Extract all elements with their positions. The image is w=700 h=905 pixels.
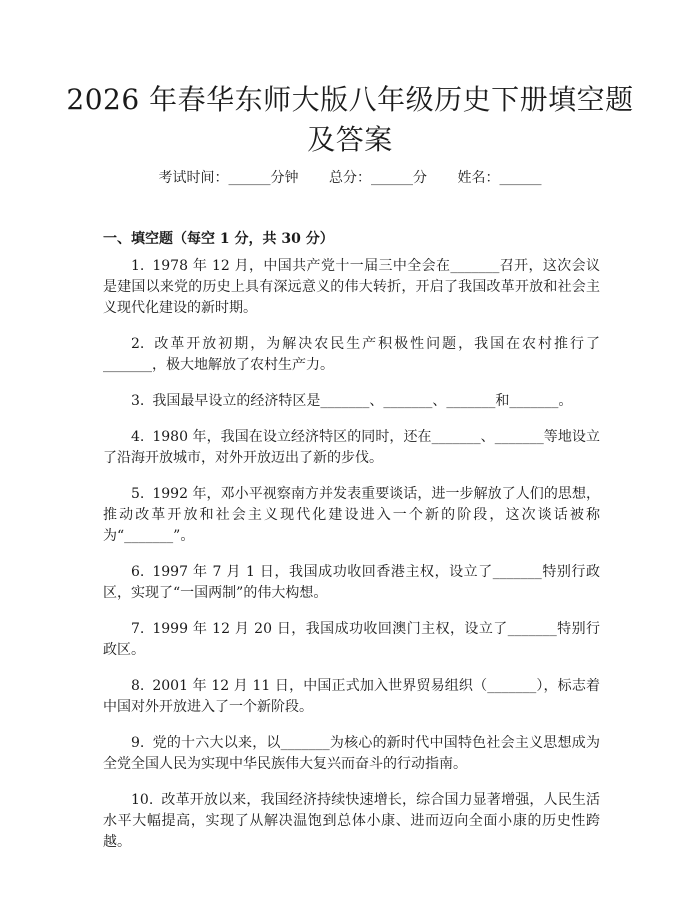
exam-time: 考试时间：______分钟 bbox=[158, 170, 299, 186]
question-item bbox=[103, 619, 600, 661]
question-number: 3. bbox=[131, 393, 145, 409]
question-number: 7. bbox=[131, 621, 145, 637]
question-item bbox=[103, 733, 600, 775]
question-list bbox=[103, 256, 600, 868]
question-text: 1997 年 7 月 1 日，我国成功收回香港主权，设立了_______特别行政区，实现了“一国两制”的伟大构想。 bbox=[103, 564, 600, 601]
question-item bbox=[103, 427, 600, 469]
exam-info bbox=[0, 169, 700, 187]
title-line-2: 及答案 bbox=[307, 123, 393, 156]
question-number: 6. bbox=[131, 564, 145, 580]
section-heading: 一、填空题（每空 1 分，共 30 分） bbox=[103, 231, 334, 247]
question-item bbox=[103, 256, 600, 319]
question-text: 1992 年，邓小平视察南方并发表重要谈话，进一步解放了人们的思想，推动改革开放和社会主义现代化建设进入一个新的阶段，这次谈话被称为“_______”。 bbox=[103, 486, 600, 544]
exam-score: 总分：______分 bbox=[329, 170, 427, 186]
document-title bbox=[60, 80, 640, 160]
question-number: 9. bbox=[131, 735, 145, 751]
question-text: 2001 年 12 月 11 日，中国正式加入世界贸易组织（_______），标志着中国对外开放进入了一个新阶段。 bbox=[103, 678, 600, 715]
question-text: 改革开放初期，为解决农民生产积极性问题，我国在农村推行了_______，极大地解放了农村生产力。 bbox=[103, 336, 600, 373]
question-text: 1978 年 12 月，中国共产党十一届三中全会在_______召开，这次会议是建国以来党的历史上具有深远意义的伟大转折，开启了我国改革开放和社会主义现代化建设的新时期。 bbox=[103, 258, 600, 316]
student-name: 姓名：______ bbox=[457, 170, 542, 186]
title-line-1: 2026 年春华东师大版八年级历史下册填空题 bbox=[66, 83, 634, 116]
question-text: 我国最早设立的经济特区是_______、_______、_______和_______。 bbox=[152, 393, 573, 409]
question-number: 2. bbox=[131, 336, 145, 352]
question-item bbox=[103, 334, 600, 376]
question-text: 改革开放以来，我国经济持续快速增长，综合国力显著增强，人民生活水平大幅提高，实现了从解决温饱到总体小康、进而迈向全面小康的历史性跨越。 bbox=[103, 792, 600, 850]
question-text: 1999 年 12 月 20 日，我国成功收回澳门主权，设立了_______特别行政区。 bbox=[103, 621, 600, 658]
question-item bbox=[103, 676, 600, 718]
question-item bbox=[103, 562, 600, 604]
question-text: 党的十六大以来，以_______为核心的新时代中国特色社会主义思想成为全党全国人民为实现中华民族伟大复兴而奋斗的行动指南。 bbox=[103, 735, 600, 772]
question-number: 5. bbox=[131, 486, 145, 502]
question-number: 8. bbox=[131, 678, 145, 694]
question-item bbox=[103, 790, 600, 853]
question-text: 1980 年，我国在设立经济特区的同时，还在_______、_______等地设立了沿海开放城市，对外开放迈出了新的步伐。 bbox=[103, 429, 600, 466]
question-item bbox=[103, 391, 600, 412]
question-number: 4. bbox=[131, 429, 145, 445]
question-item bbox=[103, 484, 600, 547]
question-number: 10. bbox=[131, 792, 154, 808]
question-number: 1. bbox=[131, 258, 145, 274]
